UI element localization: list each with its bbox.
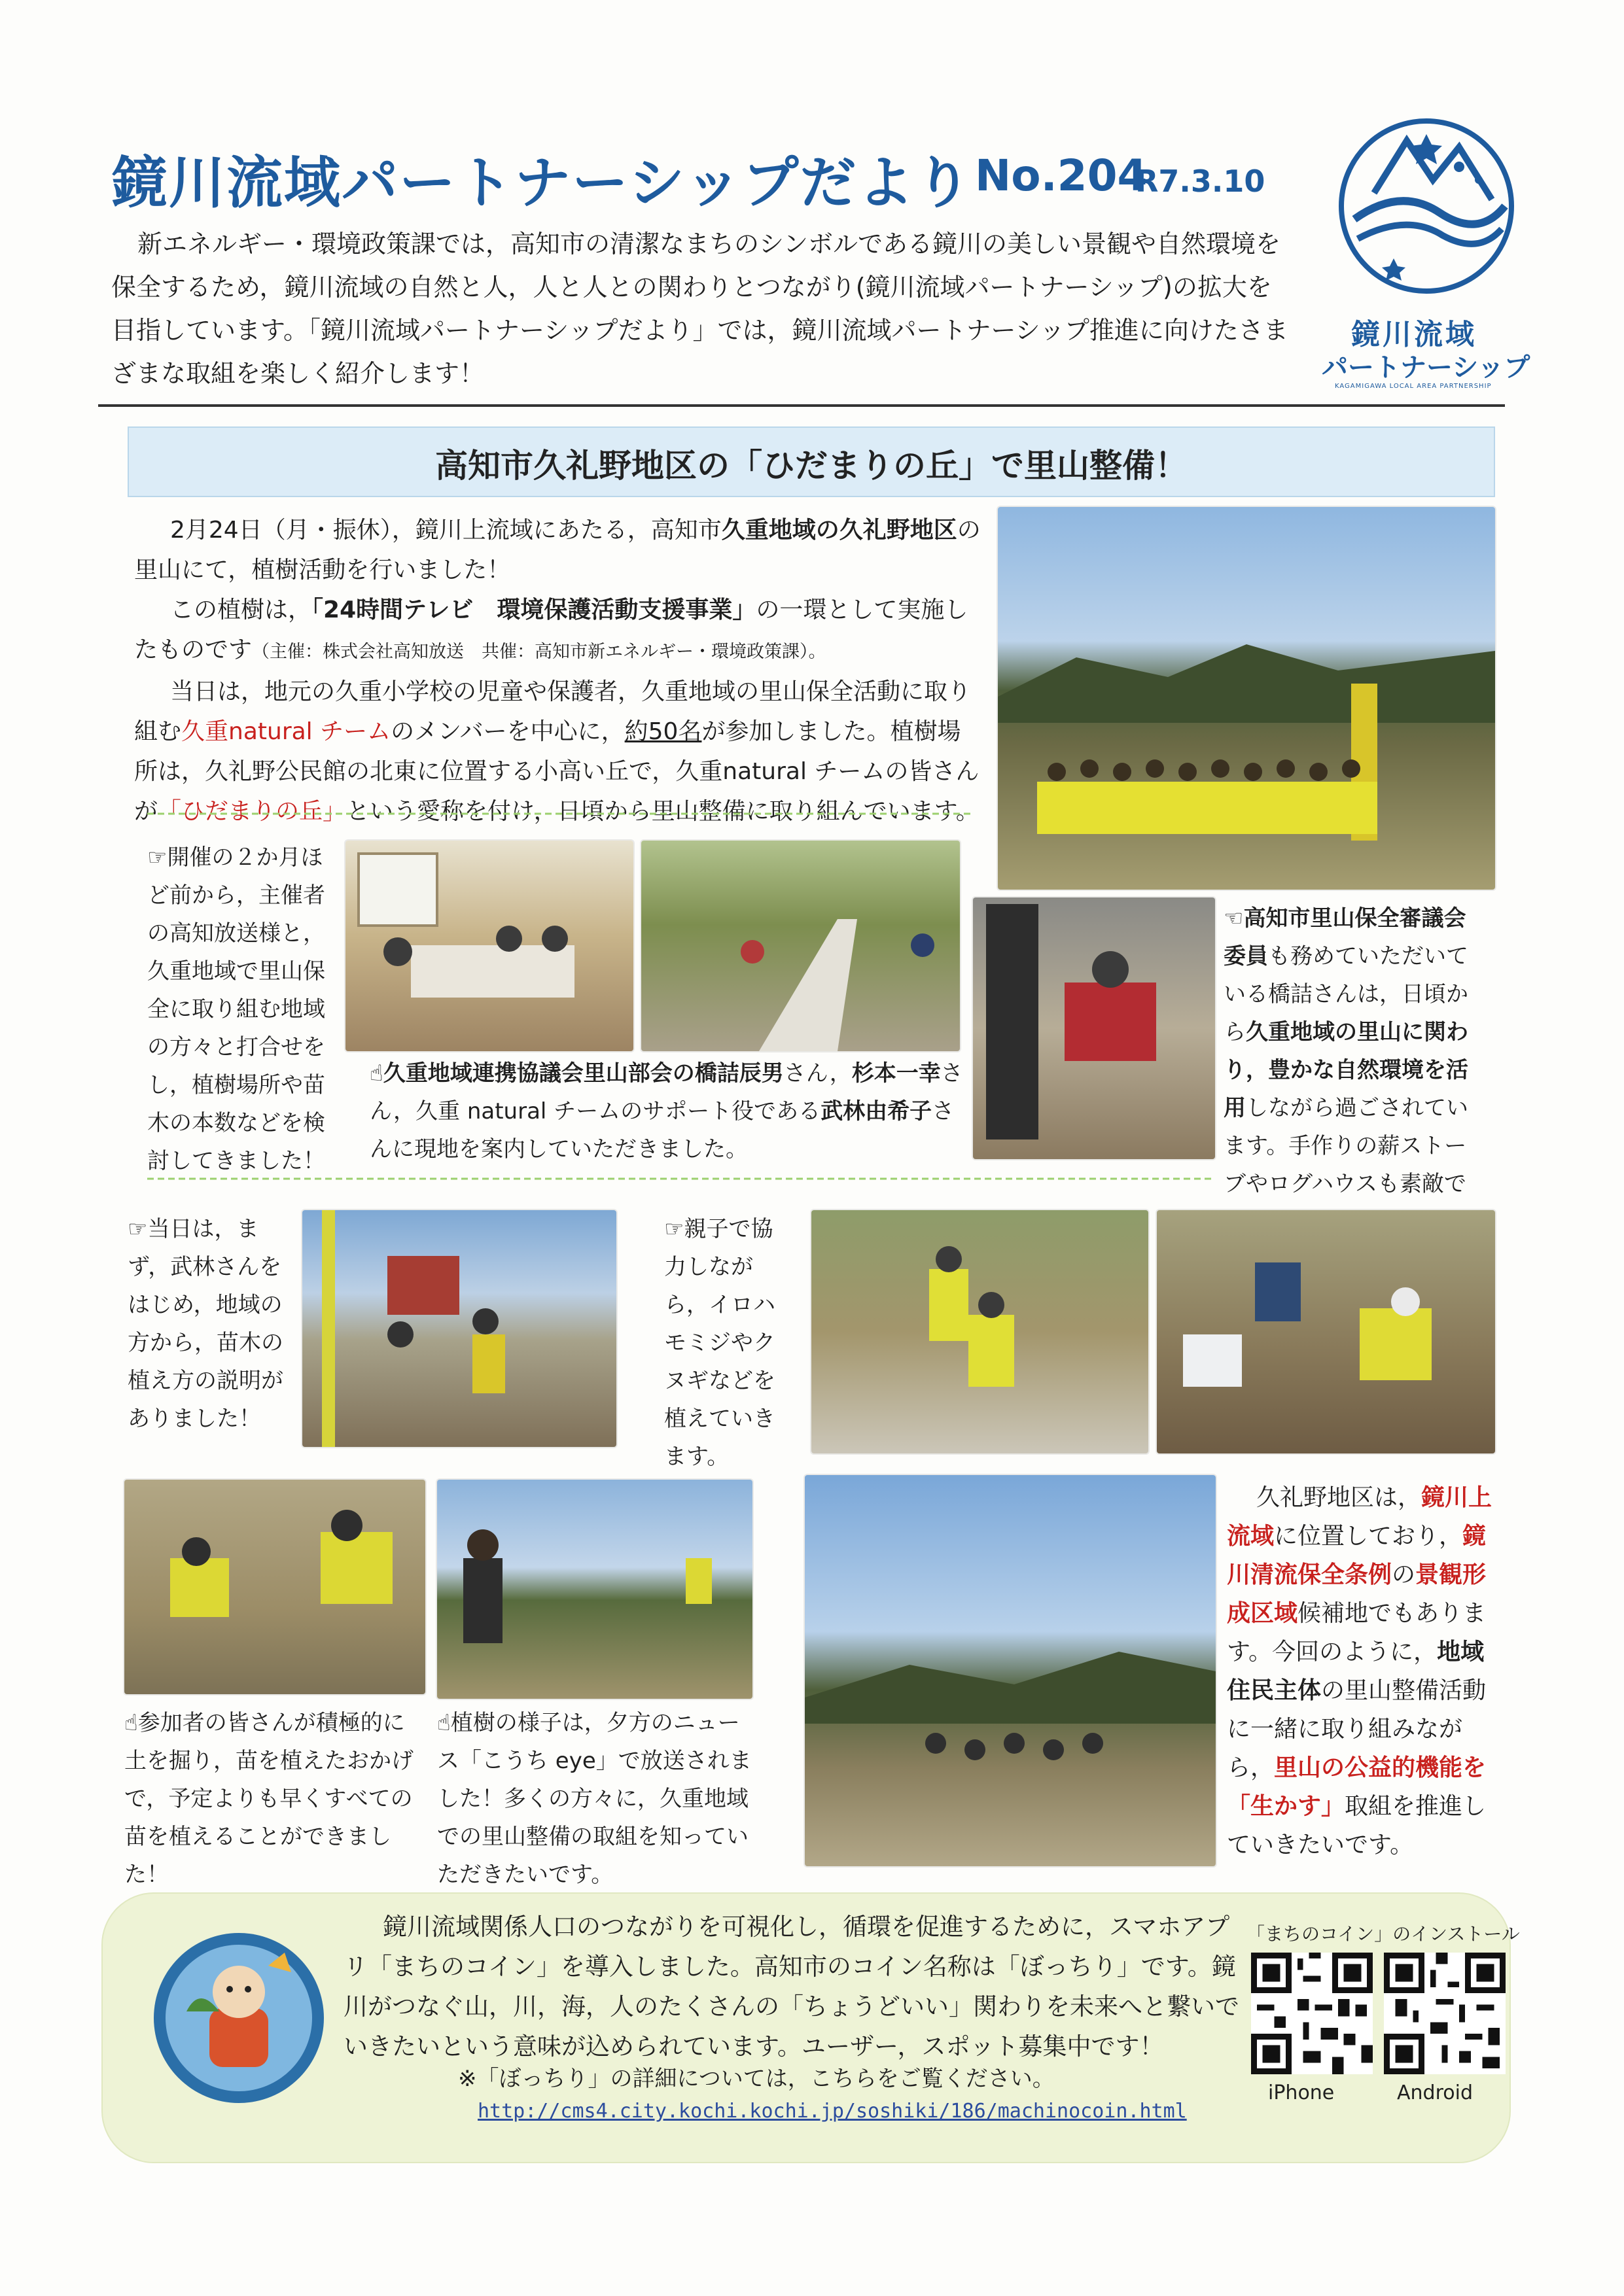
group-photo <box>998 507 1495 890</box>
logo-text-2: パートナーシップ <box>1322 353 1530 383</box>
botchiri-note: ※「ぼっちり」の詳細については，こちらをご覧ください。 <box>458 2066 1055 2092</box>
caption-guides: ☝久重地域連携協議会里山部会の橋詰辰男さん，杉本一幸さん，久重 natural チームのサポート役である武林由希子さんに現地を案内していただきました。 <box>370 1060 963 1162</box>
logo-subtext: KAGAMIGAWA LOCAL AREA PARTNERSHIP <box>1335 383 1492 390</box>
caption-kureno: 久礼野地区は，鏡川上流域に位置しており，鏡川清流保全条例の景観形成区域候補地でもあります。今回のように，地域住民主体の里山整備活動に一緒に取り組みながら，里山の公益的機能を「生かす」取組を推進していきたいです。 <box>1227 1484 1492 1858</box>
leaf-divider-icon <box>147 806 972 822</box>
install-label: 「まちのコイン」のインストール <box>1246 1923 1520 1945</box>
qr-code-iphone-icon[interactable] <box>1251 1953 1373 2074</box>
meeting-photo <box>345 841 633 1051</box>
logo-text-1: 鏡川流域 <box>1351 318 1477 351</box>
paragraph-2: この植樹は，「24時間テレビ 環境保護活動支援事業」の一環として実施したものです（主催：株式会社高知放送 共催：高知市新エネルギー・環境政策課）。 <box>134 597 968 663</box>
explanation-photo <box>302 1210 616 1447</box>
caption-explanation: ☞当日は，まず，武林さんをはじめ，地域の方から，苗木の植え方の説明がありました！ <box>128 1216 283 1432</box>
site-visit-photo <box>641 841 960 1051</box>
paragraph-3: 当日は，地元の久重小学校の児童や保護者，久重地域の里山保全活動に取り組む久重natural チームのメンバーを中心に，約50名が参加しました。植樹場所は，久礼野公民館の北東に位置する小高い丘で，久重natural チームの皆さんが「ひだまりの丘」という愛称を付け，日頃から里山整備に取り組んでいます。 <box>134 678 980 825</box>
landscape-group-photo <box>805 1475 1216 1866</box>
caption-digging: ☝参加者の皆さんが積極的に土を掘り，苗を植えたおかげで，予定よりも早くすべての苗を植えることができました！ <box>124 1710 414 1888</box>
planting-photo-2 <box>1157 1210 1495 1453</box>
header-divider <box>98 404 1505 407</box>
issue-date: R7.3.10 <box>1135 164 1265 199</box>
issue-number: No.204 <box>975 150 1148 201</box>
caption-tv-news: ☝植樹の様子は，夕方のニュース「こうち eye」で放送されました！多くの方々に，久重地域での里山整備の取組を知っていただきたいです。 <box>437 1710 752 1888</box>
caption-parent-child: ☞親子で協力しながら，イロハモミジやクヌギなどを植えていきます。 <box>664 1216 775 1470</box>
paragraph-1: 2月24日（月・振休），鏡川上流域にあたる，高知市久重地域の久礼野地区の里山にて，植樹活動を行いました！ <box>134 517 981 583</box>
caption-hashizume: ☜高知市里山保全審議会委員も務めていただいている橋詰さんは，日頃から久重地域の里山に関わり，豊かな自然環境を活用しながら過ごされています。手作りの薪ストーブやログハウスも素敵で <box>1224 905 1468 1197</box>
newsletter-title: 鏡川流域パートナーシップだより <box>111 150 973 216</box>
wood-stove-photo <box>973 897 1215 1159</box>
qr-code-android-icon[interactable] <box>1384 1953 1506 2074</box>
article-body <box>134 510 981 831</box>
qr-iphone-label: iPhone <box>1268 2081 1335 2104</box>
machi-coin-link[interactable]: http://cms4.city.kochi.kochi.jp/soshiki/186/machinocoin.html <box>478 2100 1187 2123</box>
machi-coin-text: 鏡川流域関係人口のつながりを可視化し，循環を促進するために，スマホアプリ「まちのコイン」を導入しました。高知市のコイン名称は「ぼっちり」です。鏡川がつなぐ山，川，海，人のたくさんの「ちょうどいい」関わりを未来へと繋いでいきたいという意味が込められています。ユーザー，スポット募集中です！ <box>344 1913 1239 2061</box>
leaf-divider-icon <box>147 1171 1214 1187</box>
qr-android-label: Android <box>1397 2081 1473 2104</box>
planting-photo-1 <box>811 1210 1148 1453</box>
section-heading: 高知市久礼野地区の「ひだまりの丘」で里山整備！ <box>435 447 1188 485</box>
caption-planning: ☞開催の２か月ほど前から，主催者の高知放送様と，久重地域で里山保全に取り組む地域の方々と打合せをし，植樹場所や苗木の本数などを検討してきました！ <box>147 844 325 1174</box>
intro-text: 新エネルギー・環境政策課では，高知市の清潔なまちのシンボルである鏡川の美しい景観や自然環境を保全するため，鏡川流域の自然と人，人と人との関わりとつながり(鏡川流域パートナーシップ)の拡大を目指しています。「鏡川流域パートナーシップだより」では，鏡川流域パートナーシップ推進に向けたさまざまな取組を楽しく紹介します！ <box>111 230 1288 388</box>
kagamigawa-logo-icon <box>1328 108 1525 304</box>
digging-photo <box>124 1480 425 1694</box>
tv-crew-photo <box>437 1480 752 1699</box>
botchiri-mascot-icon <box>147 1926 330 2110</box>
